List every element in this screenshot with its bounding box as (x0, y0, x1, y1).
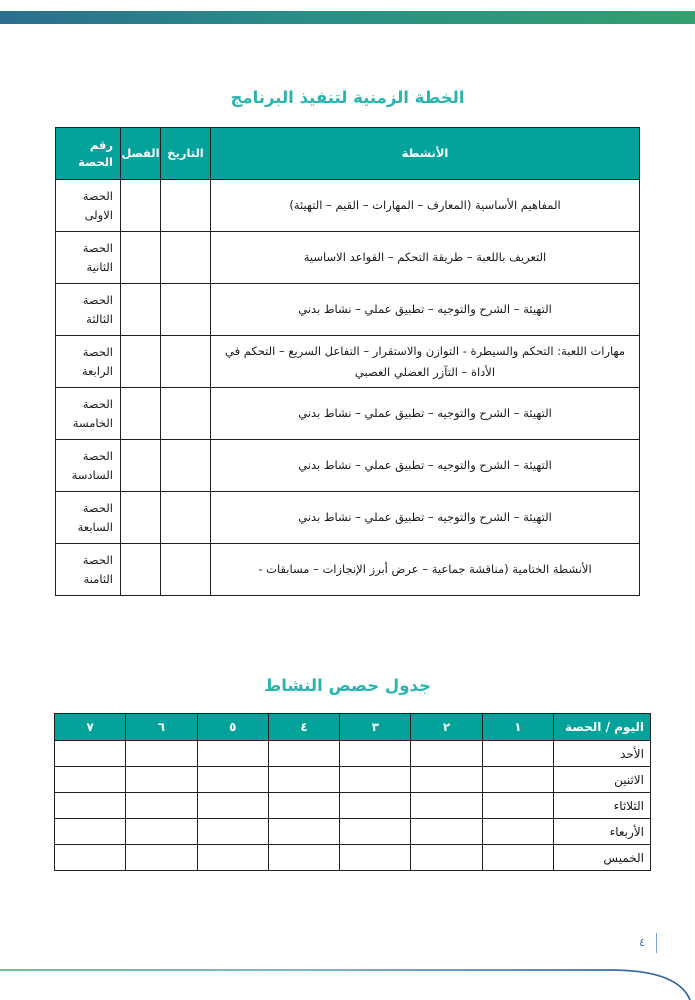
schedule-slot-cell[interactable] (126, 741, 197, 767)
plan-class-cell[interactable] (121, 284, 161, 336)
table-row (56, 544, 640, 596)
table-row (56, 232, 640, 284)
header-bar-graphic (0, 11, 695, 24)
plan-activity-cell: المفاهيم الأساسية (المعارف – المهارات – القيم – التهيئة) (211, 180, 640, 232)
plan-session-cell: الحصة الرابعة (56, 336, 121, 388)
footer-swoosh-decoration (0, 955, 695, 1000)
schedule-col-header-period-7: ٧ (55, 714, 126, 741)
schedule-slot-cell[interactable] (482, 819, 553, 845)
schedule-slot-cell[interactable] (197, 793, 268, 819)
plan-class-cell[interactable] (121, 492, 161, 544)
table-row (56, 440, 640, 492)
schedule-slot-cell[interactable] (411, 767, 482, 793)
schedule-slot-cell[interactable] (411, 741, 482, 767)
schedule-slot-cell[interactable] (55, 819, 126, 845)
schedule-slot-cell[interactable] (55, 741, 126, 767)
plan-date-cell[interactable] (161, 388, 211, 440)
schedule-slot-cell[interactable] (482, 767, 553, 793)
plan-table-head (56, 128, 640, 180)
footer-swoosh-graphic (0, 955, 695, 1000)
header-gradient-bar (0, 9, 695, 22)
plan-session-cell: الحصة الثالثة (56, 284, 121, 336)
schedule-slot-cell[interactable] (340, 767, 411, 793)
schedule-slot-cell[interactable] (197, 767, 268, 793)
schedule-slot-cell[interactable] (268, 767, 339, 793)
schedule-slot-cell[interactable] (482, 845, 553, 871)
table-row (56, 492, 640, 544)
schedule-slot-cell[interactable] (126, 767, 197, 793)
schedule-slot-cell[interactable] (126, 793, 197, 819)
table-row (55, 845, 651, 871)
plan-session-cell: الحصة الخامسة (56, 388, 121, 440)
plan-class-cell[interactable] (121, 544, 161, 596)
plan-activity-cell: التهيئة – الشرح والتوجيه – تطبيق عملي – نشاط بدني (211, 284, 640, 336)
schedule-slot-cell[interactable] (55, 793, 126, 819)
schedule-slot-cell[interactable] (268, 741, 339, 767)
schedule-slot-cell[interactable] (197, 819, 268, 845)
page-number: ٤ (639, 936, 645, 949)
schedule-slot-cell[interactable] (126, 819, 197, 845)
plan-col-header-activities: الأنشطة (211, 128, 640, 180)
plan-date-cell[interactable] (161, 180, 211, 232)
plan-session-cell: الحصة السابعة (56, 492, 121, 544)
schedule-table-head (55, 714, 651, 741)
schedule-slot-cell[interactable] (411, 819, 482, 845)
schedule-slot-cell[interactable] (340, 741, 411, 767)
schedule-slot-cell[interactable] (197, 845, 268, 871)
schedule-day-cell: الثلاثاء (554, 793, 651, 819)
schedule-col-header-period-3: ٣ (340, 714, 411, 741)
plan-session-cell: الحصة الثانية (56, 232, 121, 284)
schedule-slot-cell[interactable] (126, 845, 197, 871)
schedule-col-header-period-5: ٥ (197, 714, 268, 741)
plan-session-cell: الحصة الثامنة (56, 544, 121, 596)
plan-col-header-class: الفصل (121, 128, 161, 180)
table-row (56, 284, 640, 336)
schedule-slot-cell[interactable] (55, 767, 126, 793)
schedule-col-header-period-1: ١ (482, 714, 553, 741)
schedule-table (54, 713, 651, 871)
plan-activity-cell: مهارات اللعبة: التحكم والسيطرة - التوازن والاستقرار – التفاعل السريع – التحكم في الأداة – التآزر العضلي العصبي (211, 336, 640, 388)
schedule-slot-cell[interactable] (268, 845, 339, 871)
table-row (55, 767, 651, 793)
page-number-divider (656, 933, 658, 953)
plan-date-cell[interactable] (161, 232, 211, 284)
schedule-day-cell: الخميس (554, 845, 651, 871)
plan-activity-cell: التهيئة – الشرح والتوجيه – تطبيق عملي – نشاط بدني (211, 388, 640, 440)
schedule-table-body (55, 741, 651, 871)
plan-activity-cell: التهيئة – الشرح والتوجيه – تطبيق عملي – نشاط بدني (211, 440, 640, 492)
schedule-col-header-period-2: ٢ (411, 714, 482, 741)
schedule-col-header-period-6: ٦ (126, 714, 197, 741)
plan-date-cell[interactable] (161, 336, 211, 388)
schedule-day-cell: الاثنين (554, 767, 651, 793)
plan-date-cell[interactable] (161, 440, 211, 492)
schedule-slot-cell[interactable] (197, 741, 268, 767)
schedule-slot-cell[interactable] (268, 793, 339, 819)
schedule-slot-cell[interactable] (340, 845, 411, 871)
plan-col-header-date: التاريخ (161, 128, 211, 180)
plan-col-header-session-number: رقم الحصة (56, 128, 121, 180)
schedule-slot-cell[interactable] (340, 819, 411, 845)
schedule-slot-cell[interactable] (482, 793, 553, 819)
plan-activity-cell: التعريف باللعبة – طريقة التحكم – القواعد الاساسية (211, 232, 640, 284)
plan-date-cell[interactable] (161, 284, 211, 336)
schedule-slot-cell[interactable] (340, 793, 411, 819)
plan-table-body (56, 180, 640, 596)
plan-session-cell: الحصة السادسة (56, 440, 121, 492)
plan-class-cell[interactable] (121, 336, 161, 388)
schedule-day-cell: الأربعاء (554, 819, 651, 845)
schedule-slot-cell[interactable] (55, 845, 126, 871)
plan-date-cell[interactable] (161, 544, 211, 596)
schedule-col-header-period-4: ٤ (268, 714, 339, 741)
plan-section-title: الخطة الزمنية لتنفيذ البرنامج (230, 88, 465, 107)
plan-session-cell: الحصة الاولى (56, 180, 121, 232)
table-row (55, 793, 651, 819)
plan-class-cell[interactable] (121, 388, 161, 440)
table-row (55, 741, 651, 767)
plan-date-cell[interactable] (161, 492, 211, 544)
table-row (55, 819, 651, 845)
plan-class-cell[interactable] (121, 232, 161, 284)
table-row (56, 180, 640, 232)
plan-class-cell[interactable] (121, 180, 161, 232)
schedule-slot-cell[interactable] (268, 819, 339, 845)
schedule-section-title: جدول حصص النشاط (264, 676, 431, 695)
schedule-header-row (55, 714, 651, 741)
plan-header-row (56, 128, 640, 180)
table-row (56, 336, 640, 388)
schedule-slot-cell[interactable] (411, 845, 482, 871)
schedule-slot-cell[interactable] (411, 793, 482, 819)
schedule-day-cell: الأحد (554, 741, 651, 767)
plan-activity-cell: التهيئة – الشرح والتوجيه – تطبيق عملي – نشاط بدني (211, 492, 640, 544)
schedule-slot-cell[interactable] (482, 741, 553, 767)
table-row (56, 388, 640, 440)
plan-activity-cell: الأنشطة الختامية (مناقشة جماعية – عرض أبرز الإنجازات – مسابقات - (211, 544, 640, 596)
plan-class-cell[interactable] (121, 440, 161, 492)
plan-table (55, 127, 640, 596)
schedule-col-header-day: اليوم / الحصة (554, 714, 651, 741)
